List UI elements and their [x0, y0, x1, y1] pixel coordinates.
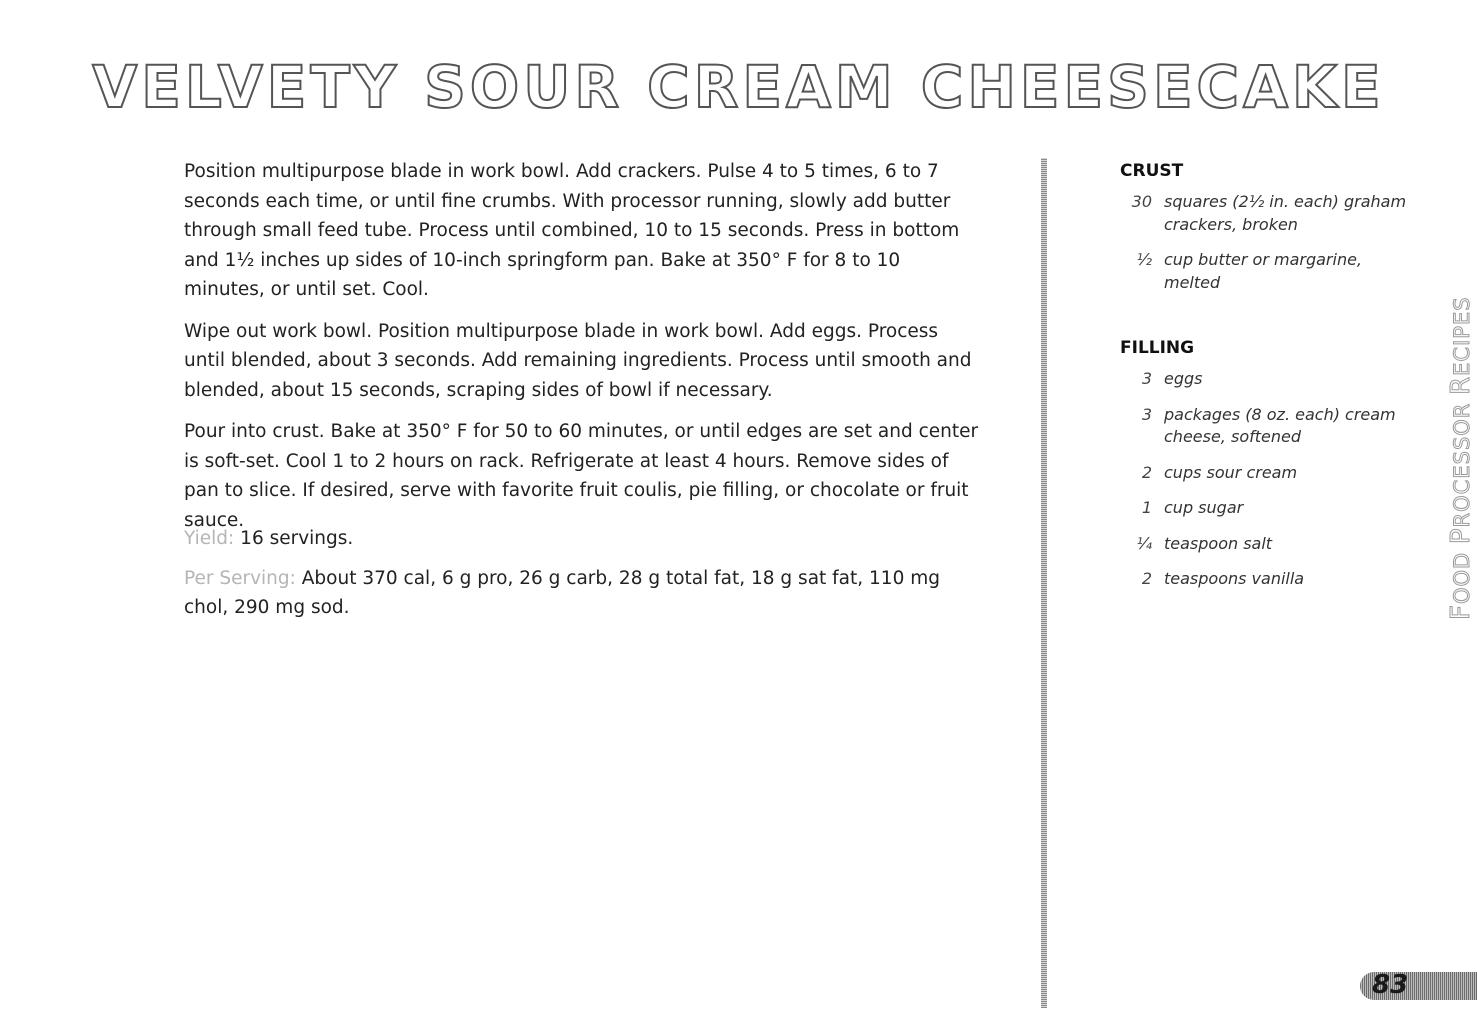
- filling-ingredient-list: [1120, 368, 1410, 591]
- column-divider: [1041, 158, 1047, 1008]
- recipe-facts: [184, 524, 984, 633]
- per-serving-value: About 370 cal, 6 g pro, 26 g carb, 28 g total fat, 18 g sat fat, 110 mg chol, 290 mg sod.: [184, 567, 940, 618]
- instruction-paragraph-1: Position multipurpose blade in work bowl. Add crackers. Pulse 4 to 5 times, 6 to 7 seconds each time, or until fine crumbs. With processor running, slowly add butter through small feed tube. Process until combined, 10 to 15 seconds. Press in bottom and 1½ inches up sides of 10-inch springform pan. Bake at 350° F for 8 to 10 minutes, or until set. Cool.: [184, 161, 960, 300]
- yield-line: [184, 524, 984, 554]
- ingredient-text: teaspoons vanilla: [1164, 569, 1305, 588]
- crust-heading: CRUST: [1120, 161, 1184, 181]
- side-label-part: OOD: [1450, 544, 1474, 605]
- instruction-paragraph-2: Wipe out work bowl. Position multipurpose blade in work bowl. Add eggs. Process until blended, about 3 seconds. Add remaining ingredients. Process until smooth and blended, about 15 seconds, scraping sides of bowl if necessary.: [184, 320, 972, 401]
- per-serving-line: [184, 564, 984, 623]
- recipe-title: VELVETY SOUR CREAM CHEESECAKE: [92, 53, 1385, 121]
- side-label-part: P: [1446, 527, 1476, 545]
- ingredient-text: teaspoon salt: [1164, 533, 1273, 553]
- instruction-paragraph-3: Pour into crust. Bake at 350° F for 50 to 60 minutes, or until edges are set and center is soft-set. Cool 1 to 2 hours on rack. Refrigerate at least 4 hours. Remove sides of pan to slice. If desired, serve with favorite fruit coulis, pie filling, or chocolate or fruit sauce.: [184, 421, 979, 531]
- ingredient-quantity: 1: [1141, 498, 1152, 517]
- ingredient-item: [1120, 368, 1410, 391]
- ingredient-text: cup butter or margarine, melted: [1164, 250, 1363, 292]
- ingredient-quantity: ¼: [1136, 533, 1152, 553]
- side-label-part: ROCESSOR: [1450, 394, 1474, 528]
- side-label-part: ECIPES: [1450, 296, 1474, 376]
- per-serving-label: Per Serving:: [184, 567, 296, 589]
- ingredient-quantity: 2: [1141, 462, 1152, 482]
- side-label-part: F: [1446, 604, 1476, 620]
- ingredient-text: packages (8 oz. each) cream cheese, softened: [1164, 404, 1396, 446]
- ingredient-item: [1120, 249, 1410, 294]
- ingredient-item: [1120, 568, 1410, 591]
- instructions: [184, 157, 984, 547]
- filling-heading: FILLING: [1120, 338, 1195, 358]
- ingredient-quantity: 3: [1141, 404, 1152, 424]
- ingredient-item: [1120, 462, 1410, 485]
- ingredient-item: [1120, 191, 1410, 236]
- ingredient-quantity: ½: [1136, 250, 1152, 269]
- ingredients-column: [1120, 157, 1410, 631]
- ingredient-text: eggs: [1164, 369, 1203, 388]
- crust-ingredient-list: [1120, 191, 1410, 294]
- ingredient-text: squares (2½ in. each) graham crackers, broken: [1164, 192, 1407, 234]
- ingredient-text: cups sour cream: [1164, 462, 1298, 482]
- yield-label: Yield:: [184, 528, 235, 549]
- page-number: 83: [1372, 970, 1409, 1000]
- ingredient-quantity: 3: [1141, 369, 1152, 388]
- ingredient-item: [1120, 404, 1410, 449]
- ingredient-quantity: 30: [1131, 192, 1152, 211]
- side-label-part: R: [1446, 375, 1476, 395]
- section-side-label: [1446, 296, 1477, 620]
- ingredient-item: [1120, 533, 1410, 556]
- ingredient-quantity: 2: [1141, 569, 1152, 588]
- yield-value: 16 servings.: [240, 528, 354, 549]
- ingredient-text: cup sugar: [1164, 498, 1244, 517]
- ingredient-item: [1120, 497, 1410, 520]
